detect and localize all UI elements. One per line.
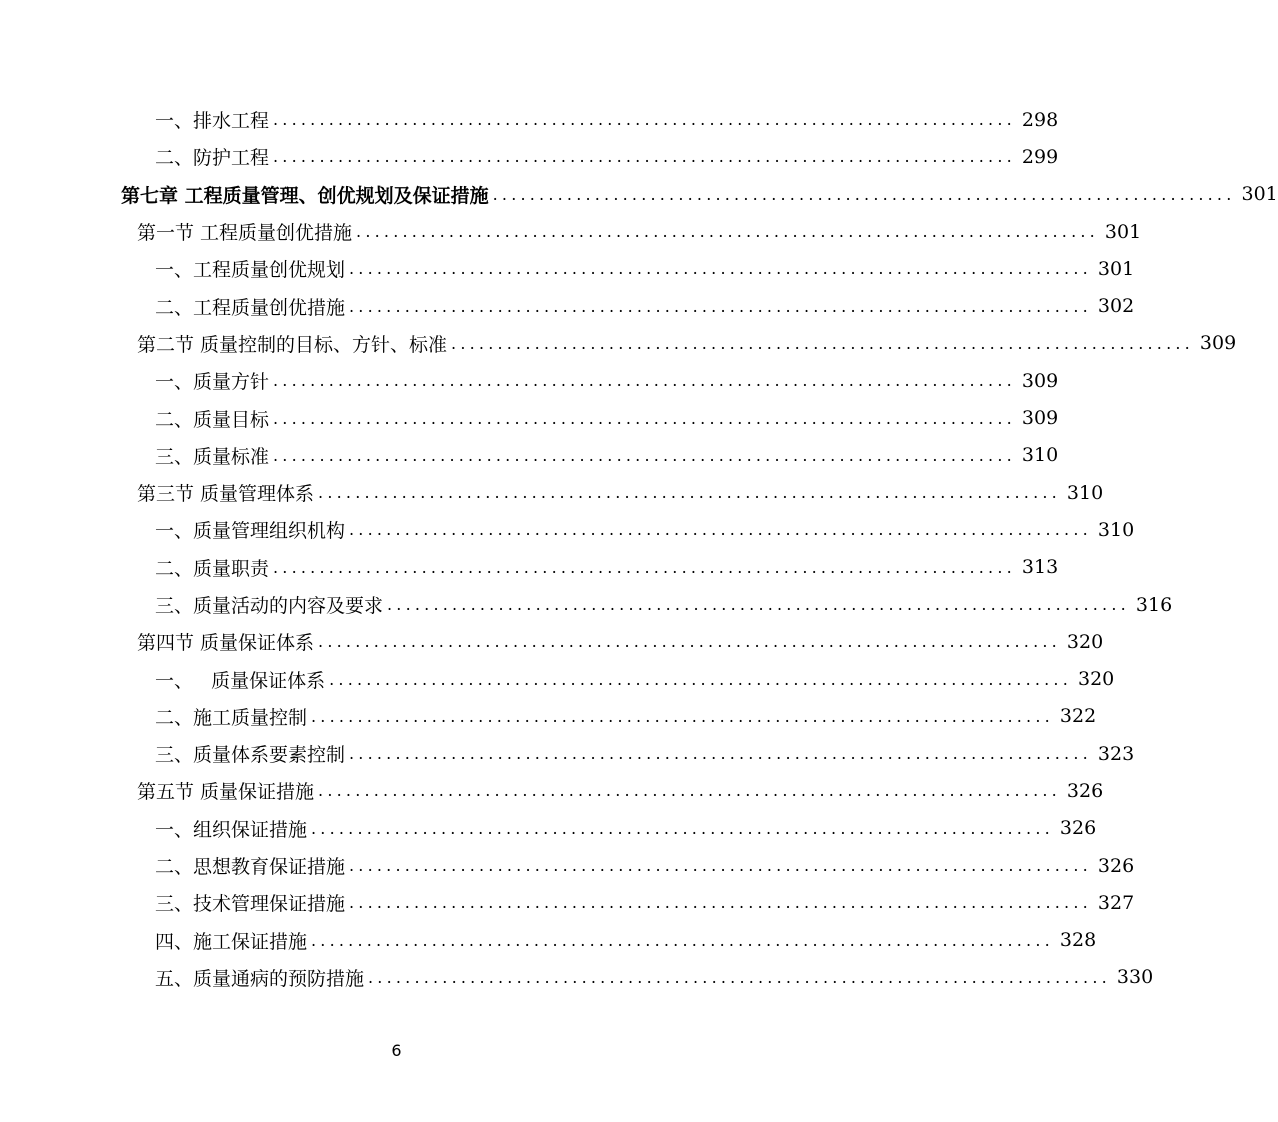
toc-entry-title: 一、组织保证措施 xyxy=(155,818,308,841)
toc-entry-page: 328 xyxy=(1059,929,1097,952)
toc-entry-page: 320 xyxy=(1078,668,1115,691)
toc-entry-page: 313 xyxy=(1021,556,1059,579)
toc-entry[interactable] xyxy=(0,847,1135,884)
toc-leader-dots: ................................................................................ xyxy=(273,557,1016,577)
toc-entry[interactable] xyxy=(0,437,1059,474)
toc-entry[interactable] xyxy=(0,511,1135,548)
toc-leader-dots: ................................................................................ xyxy=(273,371,1016,391)
toc-entry-title: 三、质量活动的内容及要求 xyxy=(155,595,384,617)
toc-entry-page: 326 xyxy=(1097,854,1135,877)
toc-entry-page: 316 xyxy=(1135,593,1173,616)
toc-entry[interactable] xyxy=(0,922,1097,959)
toc-entry-title: 一、 质量保证体系 xyxy=(155,669,326,692)
toc-leader-dots: ................................................................................ xyxy=(329,669,1072,689)
toc-entry[interactable] xyxy=(0,549,1059,586)
toc-section-entry[interactable] xyxy=(0,623,1104,660)
toc-entry-page: 327 xyxy=(1097,891,1135,914)
toc-leader-dots: ................................................................................ xyxy=(318,781,1061,801)
toc-entry-title: 二、质量目标 xyxy=(155,408,270,431)
toc-leader-dots: ................................................................................ xyxy=(273,445,1016,465)
toc-leader-dots: ................................................................................ xyxy=(273,110,1016,130)
toc-entry[interactable] xyxy=(0,810,1097,847)
toc-entry-page: 320 xyxy=(1066,630,1104,653)
toc-leader-dots: ................................................................................ xyxy=(318,632,1061,652)
toc-leader-dots: ................................................................................ xyxy=(349,856,1092,876)
toc-chapter-entry[interactable] xyxy=(0,176,1278,213)
toc-entry-page: 301 xyxy=(1104,220,1142,243)
toc-entry-page: 309 xyxy=(1021,369,1059,392)
toc-leader-dots: ................................................................................ xyxy=(349,296,1092,316)
toc-entry-title: 三、质量体系要素控制 xyxy=(155,744,346,767)
toc-entry-title: 第五节 质量保证措施 xyxy=(137,781,315,804)
toc-entry-title: 二、防护工程 xyxy=(155,147,270,170)
toc-leader-dots: ................................................................................ xyxy=(349,520,1092,540)
toc-section-entry[interactable] xyxy=(0,213,1142,250)
toc-leader-dots: ................................................................................ xyxy=(349,259,1092,279)
toc-entry[interactable] xyxy=(0,884,1135,921)
toc-entry-page: 309 xyxy=(1021,407,1059,430)
toc-entry-title: 一、质量方针 xyxy=(155,371,270,394)
toc-entry[interactable] xyxy=(0,399,1059,436)
toc-leader-dots: ................................................................................ xyxy=(311,706,1054,726)
toc-entry-title: 第三节 质量管理体系 xyxy=(137,483,315,506)
toc-leader-dots: ................................................................................ xyxy=(273,147,1016,167)
toc-entry-title: 四、施工保证措施 xyxy=(155,930,308,953)
toc-entry-title: 二、工程质量创优措施 xyxy=(155,296,346,319)
toc-entry-page: 326 xyxy=(1066,779,1104,802)
toc-entry-title: 一、质量管理组织机构 xyxy=(155,520,346,543)
toc-entry[interactable] xyxy=(0,660,1115,697)
toc-entry[interactable] xyxy=(0,698,1097,735)
toc-entry-title: 第一节 工程质量创优措施 xyxy=(137,222,353,245)
toc-entry-page: 326 xyxy=(1059,817,1097,840)
toc-entry-page: 323 xyxy=(1097,742,1135,765)
toc-entry[interactable] xyxy=(0,250,1135,287)
toc-entry-page: 322 xyxy=(1059,705,1097,728)
toc-entry-title: 五、质量通病的预防措施 xyxy=(155,967,365,990)
toc-entry[interactable] xyxy=(0,735,1135,772)
toc-leader-dots: ................................................................................ xyxy=(311,930,1054,950)
toc-entry-title: 三、质量标准 xyxy=(155,445,270,468)
toc-leader-dots: ................................................................................ xyxy=(273,408,1016,428)
toc-entry[interactable] xyxy=(0,586,1173,623)
toc-leader-dots: ................................................................................ xyxy=(349,744,1092,764)
toc-entry-title: 一、排水工程 xyxy=(155,110,270,133)
toc-section-entry[interactable] xyxy=(0,325,1237,362)
toc-entry-title: 第七章 工程质量管理、创优规划及保证措施 xyxy=(121,184,489,207)
toc-entry-title: 二、施工质量控制 xyxy=(155,706,308,729)
toc-entry-title: 第二节 质量控制的目标、方针、标准 xyxy=(137,333,448,356)
toc-entry-title: 二、质量职责 xyxy=(155,557,270,580)
toc-entry[interactable] xyxy=(0,138,1059,175)
toc-leader-dots: ................................................................................ xyxy=(311,818,1054,838)
toc-leader-dots: ................................................................................ xyxy=(318,483,1061,503)
toc-leader-dots: ................................................................................ xyxy=(451,333,1194,353)
toc-entry[interactable] xyxy=(0,959,1154,996)
toc-entry-title: 三、技术管理保证措施 xyxy=(155,893,346,916)
toc-entry-title: 第四节 质量保证体系 xyxy=(137,632,315,655)
toc-entry-title: 二、思想教育保证措施 xyxy=(155,856,346,879)
toc-leader-dots: ................................................................................ xyxy=(387,595,1130,614)
toc-entry-page: 298 xyxy=(1021,108,1059,131)
toc-entry-page: 310 xyxy=(1021,444,1059,467)
toc-entry-title: 一、工程质量创优规划 xyxy=(155,259,346,282)
toc-entry-page: 310 xyxy=(1066,481,1104,504)
page-number: 6 xyxy=(391,1041,402,1060)
toc-section-entry[interactable] xyxy=(0,772,1104,809)
toc-leader-dots: ................................................................................ xyxy=(349,893,1092,913)
toc-entry[interactable] xyxy=(0,287,1135,324)
toc-section-entry[interactable] xyxy=(0,474,1104,511)
toc-entry-page: 299 xyxy=(1021,145,1059,168)
toc-entry-page: 310 xyxy=(1097,518,1135,541)
toc-entry[interactable] xyxy=(0,101,1059,138)
toc-leader-dots: ................................................................................ xyxy=(356,222,1099,242)
toc-leader-dots: ................................................................................ xyxy=(492,184,1236,204)
toc-entry-page: 302 xyxy=(1097,295,1135,318)
toc-entry-page: 301 xyxy=(1241,183,1278,206)
toc-entry[interactable] xyxy=(0,362,1059,399)
toc-leader-dots: ................................................................................ xyxy=(368,967,1111,987)
toc-entry-page: 309 xyxy=(1199,332,1237,355)
toc-entry-page: 301 xyxy=(1097,257,1135,280)
table-of-contents xyxy=(0,101,1278,996)
toc-entry-page: 330 xyxy=(1116,966,1154,989)
